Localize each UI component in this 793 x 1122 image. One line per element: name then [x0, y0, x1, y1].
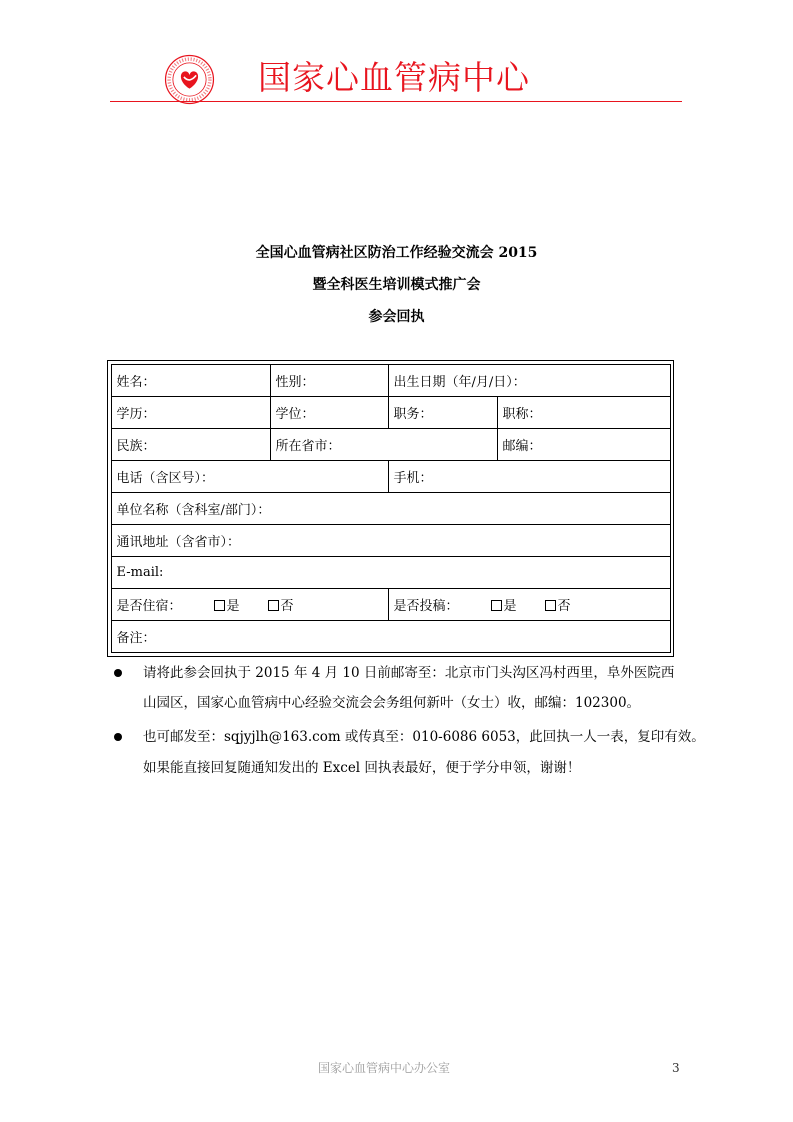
- checkbox-icon: [268, 600, 279, 611]
- table-row: [111, 460, 670, 492]
- submission-yes-option: [491, 595, 517, 614]
- bullet-icon: [114, 733, 122, 741]
- option-label: 否: [280, 598, 294, 614]
- option-label: 是: [226, 598, 240, 614]
- mobile-field: 手机：: [388, 460, 670, 492]
- table-row: [111, 620, 670, 652]
- postcode-field: 邮编：: [497, 428, 670, 460]
- submission-label: 是否投稿：: [393, 598, 459, 614]
- note-mail-line-2: 山园区，国家心血管病中心经验交流会会务组何新叶（女士）收，邮编：102300。: [143, 695, 641, 711]
- submission-field: [388, 588, 670, 620]
- registration-form: [107, 360, 674, 657]
- accommodation-label: 是否住宿：: [116, 598, 182, 614]
- gender-field: 性别：: [270, 364, 388, 396]
- page-number: 3: [672, 1061, 680, 1075]
- checkbox-icon: [491, 600, 502, 611]
- address-field: 通讯地址（含省市）：: [111, 524, 670, 556]
- registration-table: [111, 364, 671, 653]
- table-row: [111, 556, 670, 588]
- submission-no-option: [545, 595, 571, 614]
- note-mail-line-1: 请将此参会回执于 2015 年 4 月 10 日前邮寄至：北京市门头沟区冯村西里，阜外医院西: [143, 665, 675, 681]
- note-email-fax-line-2: 如果能直接回复随通知发出的 Excel 回执表最好，便于学分申领，谢谢！: [143, 760, 581, 776]
- organization-field: 单位名称（含科室/部门）：: [111, 492, 670, 524]
- header-divider: [110, 101, 682, 102]
- email-field: E-mail:: [111, 556, 670, 588]
- professional-title-field: 职称：: [497, 396, 670, 428]
- phone-field: 电话（含区号）：: [111, 460, 388, 492]
- table-row: [111, 492, 670, 524]
- note-email-fax-line-1: 也可邮发至：sqjyjlh@163.com 或传真至：010-6086 6053，此回执一人一表，复印有效。: [143, 729, 705, 745]
- position-field: 职务：: [388, 396, 497, 428]
- bullet-icon: [114, 669, 122, 677]
- organization-name: 国家心血管病中心: [258, 58, 530, 97]
- heart-emblem-icon: [164, 54, 215, 105]
- document-title: 全国心血管病社区防治工作经验交流会 2015: [255, 245, 538, 261]
- table-row: [111, 396, 670, 428]
- ethnicity-field: 民族：: [111, 428, 270, 460]
- birthdate-field: 出生日期（年/月/日）：: [388, 364, 670, 396]
- table-row: [111, 428, 670, 460]
- form-title: 参会回执: [368, 309, 425, 325]
- accommodation-no-option: [268, 595, 294, 614]
- document-subtitle: 暨全科医生培训模式推广会: [312, 277, 481, 293]
- province-city-field: 所在省市：: [270, 428, 497, 460]
- name-field: 姓名：: [111, 364, 270, 396]
- table-row: [111, 364, 670, 396]
- checkbox-icon: [214, 600, 225, 611]
- table-row: [111, 524, 670, 556]
- option-label: 否: [557, 598, 571, 614]
- accommodation-field: [111, 588, 388, 620]
- remarks-field: 备注：: [111, 620, 670, 652]
- degree-field: 学位：: [270, 396, 388, 428]
- table-row: [111, 588, 670, 620]
- checkbox-icon: [545, 600, 556, 611]
- education-field: 学历：: [111, 396, 270, 428]
- accommodation-yes-option: [214, 595, 240, 614]
- option-label: 是: [503, 598, 517, 614]
- footer-office: 国家心血管病中心办公室: [317, 1061, 450, 1075]
